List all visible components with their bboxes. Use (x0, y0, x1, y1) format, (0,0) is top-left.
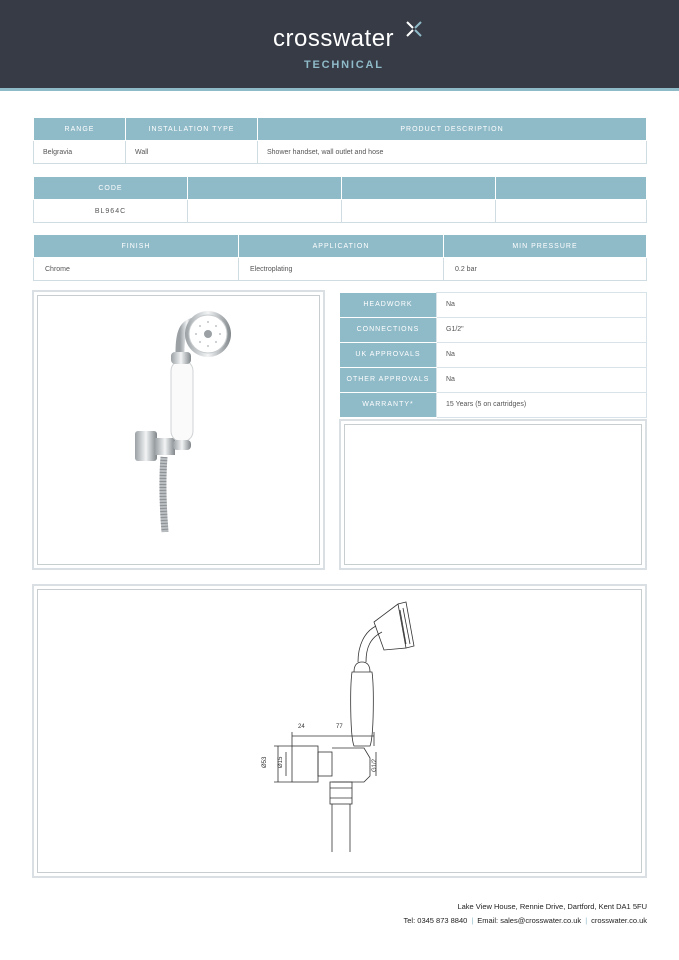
attr-value-uk-approvals: Na (437, 342, 647, 367)
cell-finish: Chrome (34, 258, 239, 281)
cell-min-pressure: 0.2 bar (444, 258, 647, 281)
footer-separator: | (471, 916, 474, 925)
attr-label-headwork: HEADWORK (340, 293, 437, 318)
attr-label-warranty: WARRANTY* (340, 392, 437, 417)
cell-range: Belgravia (34, 141, 126, 164)
attr-value-headwork: Na (437, 293, 647, 318)
dim-label-24: 24 (298, 724, 305, 730)
header-subtitle: TECHNICAL (304, 59, 384, 71)
header-code: CODE (34, 177, 188, 200)
attr-label-connections: CONNECTIONS (340, 317, 437, 342)
footer-address: Lake View House, Rennie Drive, Dartford, Kent DA1 5FU (457, 902, 647, 911)
header-range: RANGE (34, 118, 126, 141)
footer-contact (404, 916, 647, 925)
logo-x-icon (403, 18, 425, 40)
cell-code-4 (496, 200, 647, 223)
header-code-4 (496, 177, 647, 200)
blank-panel (339, 419, 647, 570)
attr-label-uk-approvals: UK APPROVALS (340, 342, 437, 367)
header-min-pressure: MIN PRESSURE (444, 235, 647, 258)
dim-label-g12: G1/2 (372, 758, 378, 772)
cell-code-3 (342, 200, 496, 223)
dim-label-15: Ø15 (278, 756, 284, 768)
footer-email-link[interactable]: Email: sales@crosswater.co.uk (477, 916, 582, 925)
footer-website-link[interactable]: crosswater.co.uk (591, 916, 647, 925)
blank-panel-frame (344, 424, 642, 565)
attributes-table (340, 292, 647, 418)
cell-product-description: Shower handset, wall outlet and hose (258, 141, 647, 164)
cell-code: BL964C (34, 200, 188, 223)
header-divider (0, 88, 679, 91)
spec-table-finish (33, 234, 647, 281)
technical-drawing-panel (32, 584, 647, 878)
spec-table-code (33, 176, 647, 223)
dim-label-53: Ø53 (262, 756, 268, 768)
technical-drawing (34, 586, 645, 876)
attr-value-connections: G1/2" (437, 317, 647, 342)
attr-label-other-approvals: OTHER APPROVALS (340, 367, 437, 392)
header-product-description: PRODUCT DESCRIPTION (258, 118, 647, 141)
shower-handset-photo (34, 292, 323, 568)
header-code-2 (188, 177, 342, 200)
cell-application: Electroplating (239, 258, 444, 281)
header-installation-type: INSTALLATION TYPE (126, 118, 258, 141)
attr-value-other-approvals: Na (437, 367, 647, 392)
cell-code-2 (188, 200, 342, 223)
cell-installation-type: Wall (126, 141, 258, 164)
footer-tel: Tel: 0345 873 8840 (403, 916, 468, 925)
brand-logo: crosswater (273, 25, 395, 52)
spec-table-range (33, 117, 647, 164)
attr-value-warranty: 15 Years (5 on cartridges) (437, 392, 647, 417)
header-finish: FINISH (34, 235, 239, 258)
header-application: APPLICATION (239, 235, 444, 258)
footer-separator: | (585, 916, 588, 925)
product-image-panel (32, 290, 325, 570)
header-code-3 (342, 177, 496, 200)
dim-label-77: 77 (336, 724, 343, 730)
